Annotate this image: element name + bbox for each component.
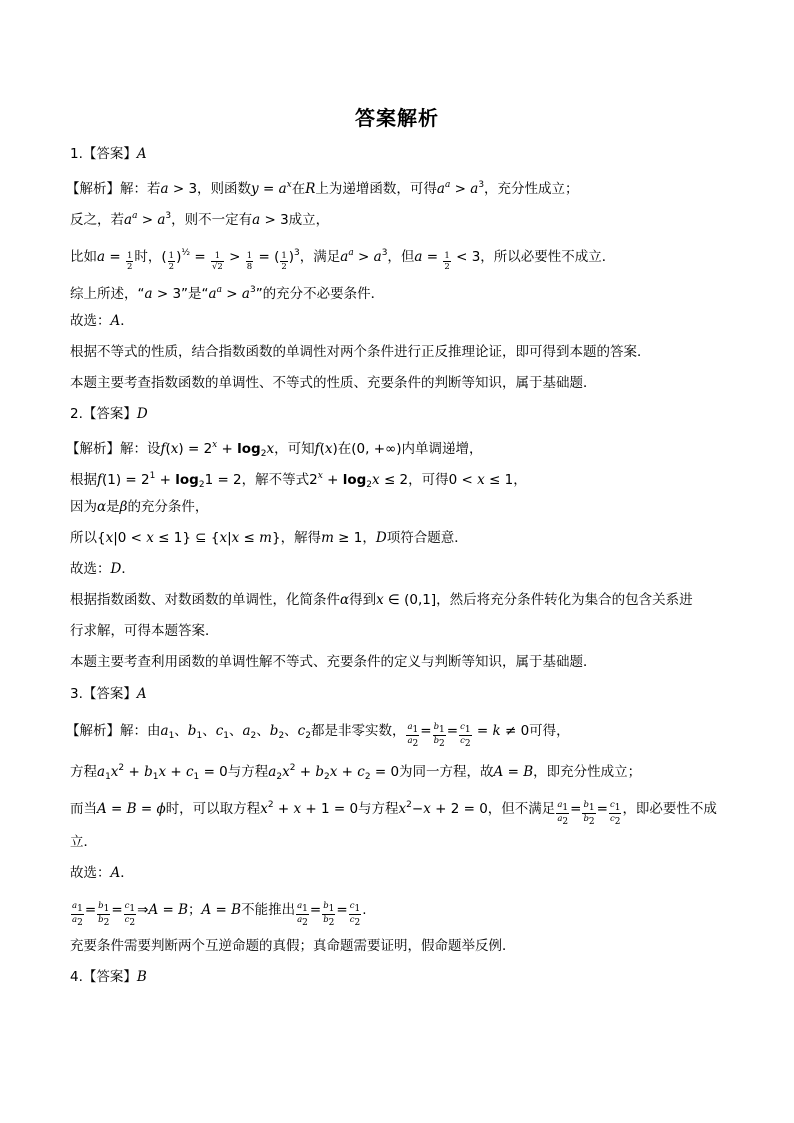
q2-line-4: 所以{x|0 < x ≤ 1} ⊆ {x|x ≤ m}，解得m ≥ 1，D项符合题意． [70, 530, 468, 546]
q3-line-7: 充要条件需要判断两个互逆命题的真假；真命题需要证明，假命题举反例． [70, 938, 516, 954]
q3-answer-line: 3.【答案】A [70, 686, 147, 702]
q4-answer-line: 4.【答案】B [70, 969, 147, 985]
q3-line-6: $\frac{a_1}{a_2}$ = $\frac{b_1}{b_2}$ = $\frac{c_1}{c_2}$ ⇒A = B；A = B不能推出 $\frac{a_1}{a_2}$ = $\frac{b_1}{b_2}$ = $\frac{c_1}{c_2}$ . [72, 901, 367, 928]
q1-line-6: 根据不等式的性质，结合指数函数的单调性对两个条件进行正反推理论证，即可得到本题的答案． [70, 344, 651, 360]
q1-line-2: 反之，若$a^a > a^3$，则不一定有a > 3成立， [70, 211, 330, 228]
q2-line-8: 本题主要考查利用函数的单调性解不等式、充要条件的定义与判断等知识，属于基础题． [70, 654, 597, 670]
q3-line-3: 而当A = B = ϕ时，可以取方程$x^2 + x + 1 = 0$与方程$x^2-x + 2 = 0$，但不满足 $\frac{a_1}{a_2}$ = $\frac{b_1}{b_2}$ = $\frac{c_1}{c_2}$ ，即必要性不成 [70, 800, 717, 827]
q3-line-4: 立． [70, 834, 97, 850]
q1-line-3: 比如a = $\frac{1}{2}$ 时，( $\frac{1}{2}$ )$^{\frac{1}{2}}$ = $\frac{1}{√2}$ > $\frac{1}{8}$ = ( $\frac{1}{2}$ )$^3$，满足$a^a > a^3$，但a = $\frac{1}{2}$ < 3，所以必要性不成立． [70, 248, 616, 272]
q3-line-2: 方程$a_1x^2 + b_1x + c_1 = 0$与方程$a_2x^2 + b_2x + c_2 = 0$为同一方程，故A = B，即充分性成立； [70, 763, 642, 782]
q1-line-7: 本题主要考查指数函数的单调性、不等式的性质、充要条件的判断等知识，属于基础题． [70, 375, 597, 391]
page-title: 答案解析 [355, 106, 439, 130]
q2-line-1: 【解析】解：设$f(x) = 2^x + \log_2x$，可知f(x)在(0, +∞)内单调递增， [66, 440, 483, 459]
q3-line-5: 故选：A． [70, 865, 134, 881]
q2-line-6: 根据指数函数、对数函数的单调性，化简条件α得到x ∈ (0,1]，然后将充分条件转化为集合的包含关系进 [70, 592, 693, 608]
q1-line-1: 【解析】解：若a > 3，则函数$y = a^x$在R上为递增函数，可得$a^a > a^3$，充分性成立； [66, 180, 579, 197]
q1-line-4: 综上所述，“a > 3”是“$a^a > a^3$”的充分不必要条件． [70, 285, 385, 302]
q3-line-1: 【解析】解：由$a_1$、$b_1$、$c_1$、$a_2$、$b_2$、$c_2$都是非零实数， $\frac{a_1}{a_2}$ = $\frac{b_1}{b_2}$ = $\frac{c_1}{c_2}$ = k ≠ 0可得， [66, 722, 570, 749]
q2-line-5: 故选：D． [70, 561, 135, 577]
q2-line-3: 因为α是β的充分条件， [70, 499, 209, 515]
q1-line-5: 故选：A． [70, 313, 134, 329]
q2-line-7: 行求解，可得本题答案． [70, 623, 219, 639]
q2-line-2: 根据$f(1) = 2^1 + \log_21 = 2$，解不等式$2^x + \log_2x \le 2$，可得0 < x ≤ 1， [70, 471, 527, 490]
q2-answer-line: 2.【答案】D [70, 406, 148, 422]
q1-answer-line: 1.【答案】A [70, 146, 147, 162]
